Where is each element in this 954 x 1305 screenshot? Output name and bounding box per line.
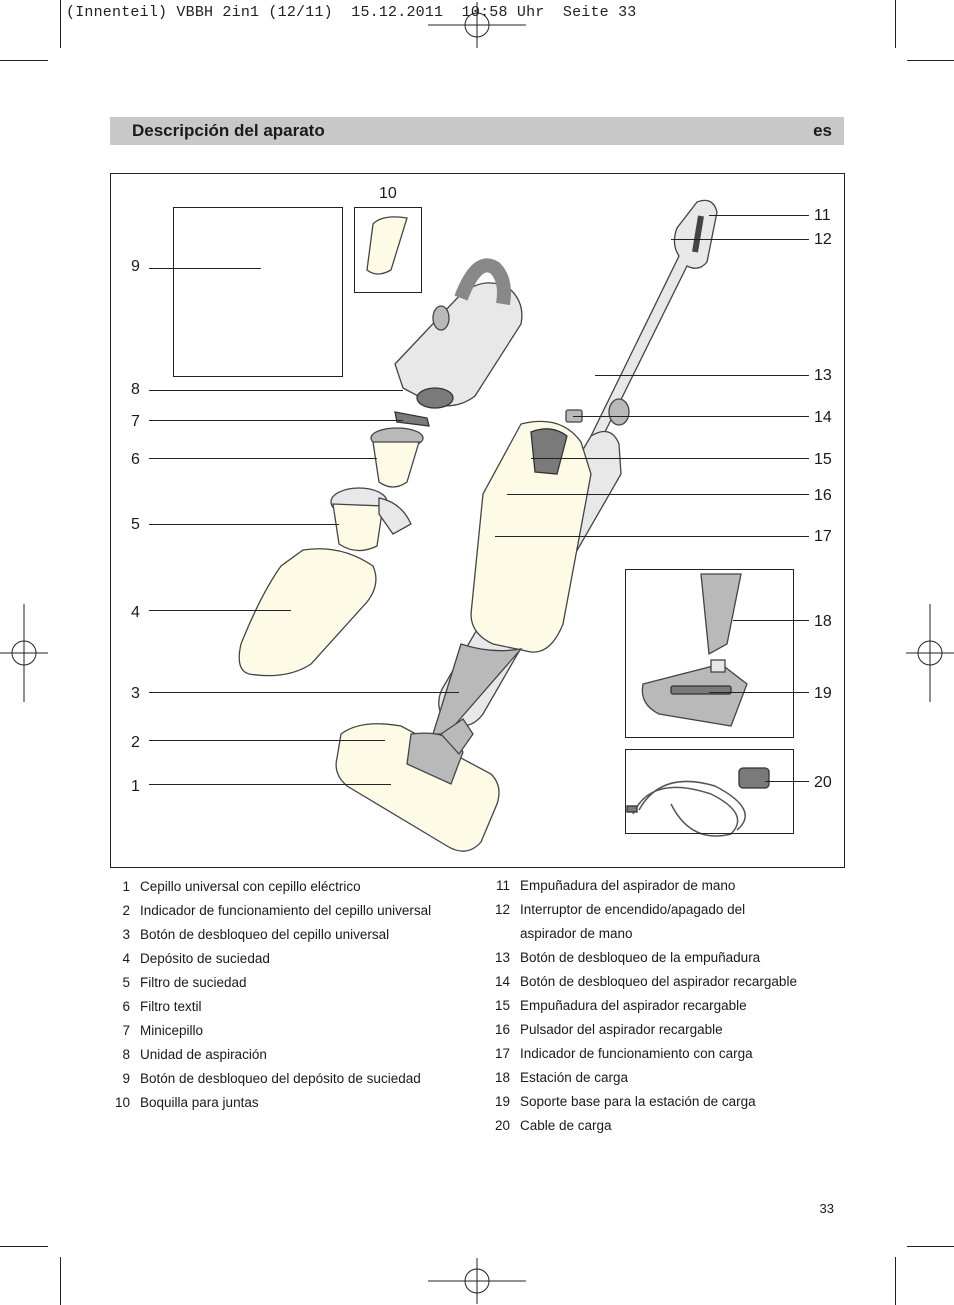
callout-6: 6 [131,451,140,468]
callout-9: 9 [131,258,140,275]
page-number: 33 [819,1201,834,1216]
print-header: (Innenteil) VBBH 2in1 (12/11) 15.12.2011 10:58 Uhr Seite 33 [66,4,637,21]
registration-mark-right [906,604,954,702]
callout-1: 1 [131,778,140,795]
callout-3: 3 [131,685,140,702]
callout-5: 5 [131,516,140,533]
callout-15: 15 [814,451,832,468]
charging-station-inset [625,569,794,738]
callout-14: 14 [814,409,832,426]
section-title: Descripción del aparato [132,121,325,140]
list-item: 15 Empuñadura del aspirador recargable [494,998,747,1013]
list-item: 12 Interruptor de encendido/apagado del [494,902,746,917]
list-item: 5 Filtro de suciedad [122,975,247,990]
registration-mark-top [428,2,526,48]
list-item: 20 Cable de carga [494,1118,612,1133]
callout-10: 10 [379,185,397,202]
callout-8: 8 [131,381,140,398]
list-item: 19 Soporte base para la estación de carga [494,1094,756,1109]
callout-17: 17 [814,528,832,545]
registration-mark-left [0,604,48,702]
appliance-diagram [110,173,845,868]
callout-20: 20 [814,774,832,791]
section-header [110,117,844,145]
list-item: aspirador de mano [520,926,633,941]
callout-19: 19 [814,685,832,702]
charging-cable-inset [625,749,794,834]
callout-11: 11 [814,207,831,224]
hand-vacuum-inset [173,207,343,377]
list-item: 17 Indicador de funcionamiento con carga [494,1046,753,1061]
callout-18: 18 [814,613,832,630]
crevice-nozzle-inset [354,207,422,293]
parts-list-right [490,878,850,1142]
list-item: 16 Pulsador del aspirador recargable [494,1022,723,1037]
list-item: 1 Cepillo universal con cepillo eléctrico [122,879,361,894]
callout-2: 2 [131,734,140,751]
callout-4: 4 [131,604,140,621]
list-item: 7 Minicepillo [122,1023,204,1038]
list-item: 8 Unidad de aspiración [122,1047,267,1062]
callout-13: 13 [814,367,832,384]
list-item: 6 Filtro textil [122,999,202,1014]
list-item: 2 Indicador de funcionamiento del cepillo universal [122,903,432,918]
list-item: 3 Botón de desbloqueo del cepillo universal [122,927,390,942]
list-item: 14 Botón de desbloqueo del aspirador recargable [494,974,797,989]
list-item: 10 Boquilla para juntas [114,1095,259,1110]
callout-7: 7 [131,413,140,430]
list-item: 18 Estación de carga [494,1070,629,1085]
registration-mark-bottom [428,1258,526,1304]
list-item: 13 Botón de desbloqueo de la empuñadura [494,950,761,965]
list-item: 4 Depósito de suciedad [122,951,270,966]
language-code: es [813,121,832,140]
list-item: 9 Botón de desbloqueo del depósito de suciedad [122,1071,421,1086]
list-item: 11 Empuñadura del aspirador de mano [495,878,736,893]
callout-12: 12 [814,231,832,248]
parts-list-left [110,879,470,1119]
callout-16: 16 [814,487,832,504]
